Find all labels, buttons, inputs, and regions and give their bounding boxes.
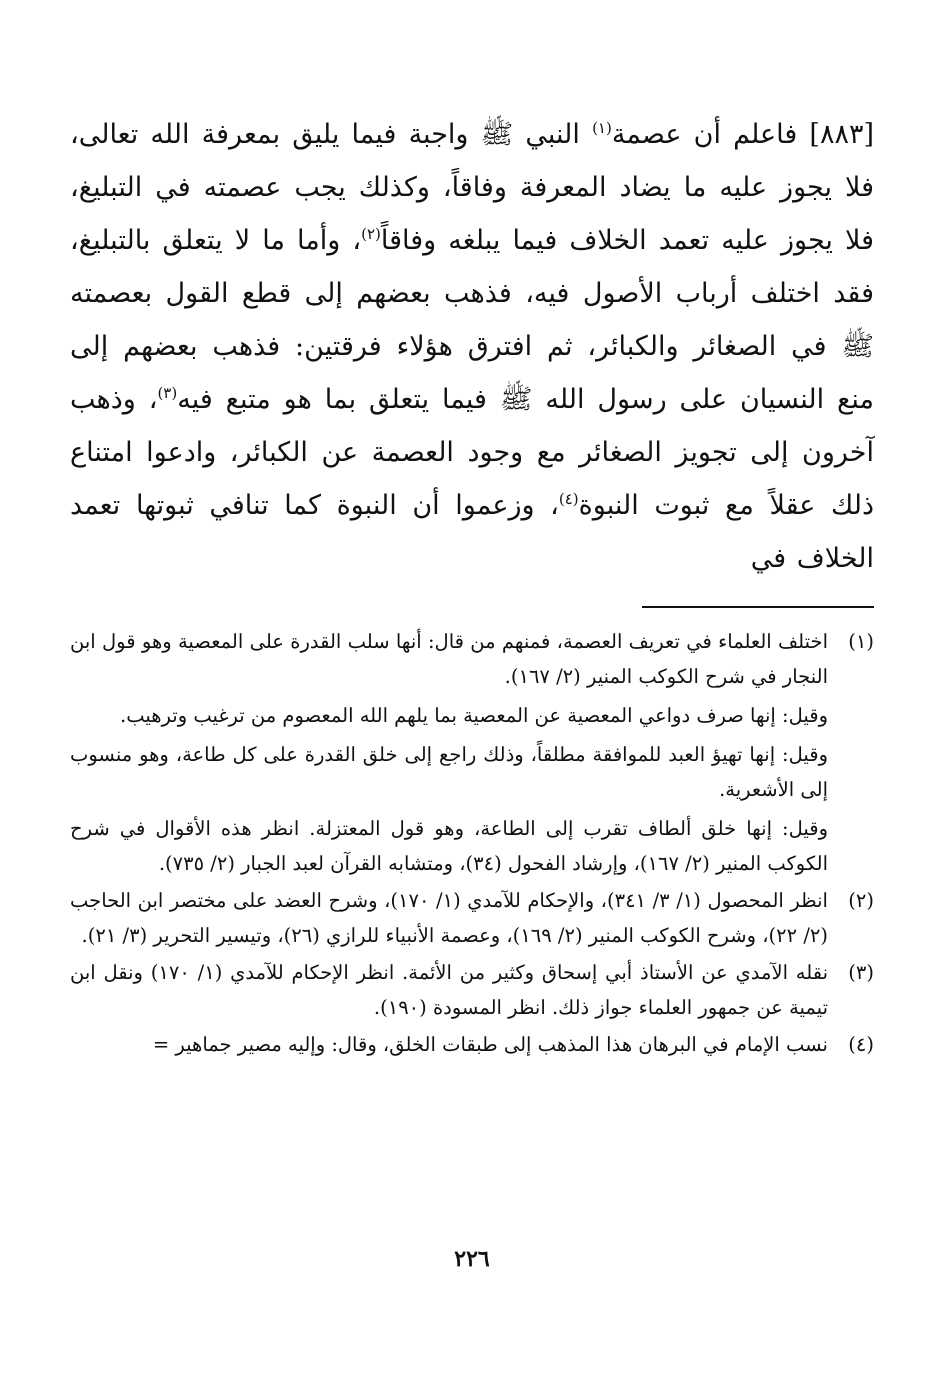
main-paragraph (70, 108, 874, 585)
text-segment: ، وزعموا أن النبوة كما تنافي ثبوتها تعمد الخلاف في (70, 490, 874, 574)
footnote-ref-4[interactable]: (٤) (558, 490, 579, 508)
footnote-paragraph: اختلف العلماء في تعريف العصمة، فمنهم من قال: أنها سلب القدرة على المعصية وهو قول ابن النجار في شرح الكوكب المنير (٢/ ١٦٧). (70, 630, 828, 688)
footnote-number: (١) (848, 630, 874, 653)
footnote-ref-2[interactable]: (٢) (361, 225, 381, 243)
book-page (70, 108, 874, 1064)
footnote-paragraph: نسب الإمام في البرهان هذا المذهب إلى طبقات الخلق، وقال: وإليه مصير جماهير = (152, 1033, 828, 1056)
footnote-paragraph: نقله الآمدي عن الأستاذ أبي إسحاق وكثير من الأئمة. انظر الإحكام للآمدي (١/ ١٧٠) ونقل ابن تيمية عن جمهور العلماء جواز ذلك. انظر المسودة (١٩٠). (70, 961, 829, 1019)
footnote-paragraph: وقيل: إنها تهيؤ العبد للموافقة مطلقاً، وذلك راجع إلى خلق القدرة على كل طاعة، وهو منسوب إلى الأشعرية. (70, 743, 828, 801)
footnote-2 (70, 883, 874, 953)
footnote-paragraph: انظر المحصول (١/ ٣/ ٣٤١)، والإحكام للآمدي (١/ ١٧٠)، وشرح العضد على مختصر ابن الحاجب (٢/ ٢٢)، وشرح الكوكب المنير (٢/ ١٦٩)، وعصمة الأنبياء للرازي (٢٦)، وتيسير التحرير (٣/ ٢١). (70, 889, 828, 947)
footnote-ref-3[interactable]: (٣) (157, 384, 178, 402)
footnote-number: (٤) (848, 1033, 874, 1056)
footnote-3 (70, 955, 874, 1025)
footnote-1 (70, 624, 874, 881)
text-segment: النبي ﷺ واجبة فيما يليق بمعرفة الله تعالى، فلا يجوز عليه ما يضاد المعرفة وفاقاً، وكذلك يجب عصمته في التبليغ، فلا يجوز عليه تعمد الخلاف فيما يبلغه وفاقاً (70, 119, 874, 256)
footnote-paragraph: وقيل: إنها صرف دواعي المعصية عن المعصية بما يلهم الله المعصوم من ترغيب وترهيب. (120, 704, 828, 727)
footnotes (70, 624, 874, 1062)
page-number: ٢٢٦ (454, 1246, 490, 1272)
text-segment: [٨٨٣] فاعلم أن عصمة (611, 119, 875, 150)
text-segment: ، وأما ما لا يتعلق بالتبليغ، فقد اختلف أرباب الأصول فيه، فذهب بعضهم إلى قطع القول بعصمته ﷺ في الصغائر والكبائر، ثم افترق هؤلاء فرقتين: فذهب بعضهم إلى منع النسيان على رسول الله ﷺ فيما يتعلق بما هو متبع فيه (70, 225, 875, 415)
footnote-4 (70, 1027, 874, 1062)
footnote-number: (٢) (848, 889, 874, 912)
footnote-separator (642, 606, 874, 608)
main-text (70, 108, 874, 585)
footnote-paragraph: وقيل: إنها خلق ألطاف تقرب إلى الطاعة، وهو قول المعتزلة. انظر هذه الأقوال في شرح الكوكب المنير (٢/ ١٦٧)، وإرشاد الفحول (٣٤)، ومتشابه القرآن لعبد الجبار (٢/ ٧٣٥). (70, 817, 828, 875)
text-segment: ، وذهب آخرون إلى تجويز الصغائر مع وجود العصمة عن الكبائر، وادعوا امتناع ذلك عقلاً مع ثبوت النبوة (70, 384, 875, 521)
footnote-ref-1[interactable]: (١) (592, 119, 612, 137)
footnote-number: (٣) (848, 961, 874, 984)
